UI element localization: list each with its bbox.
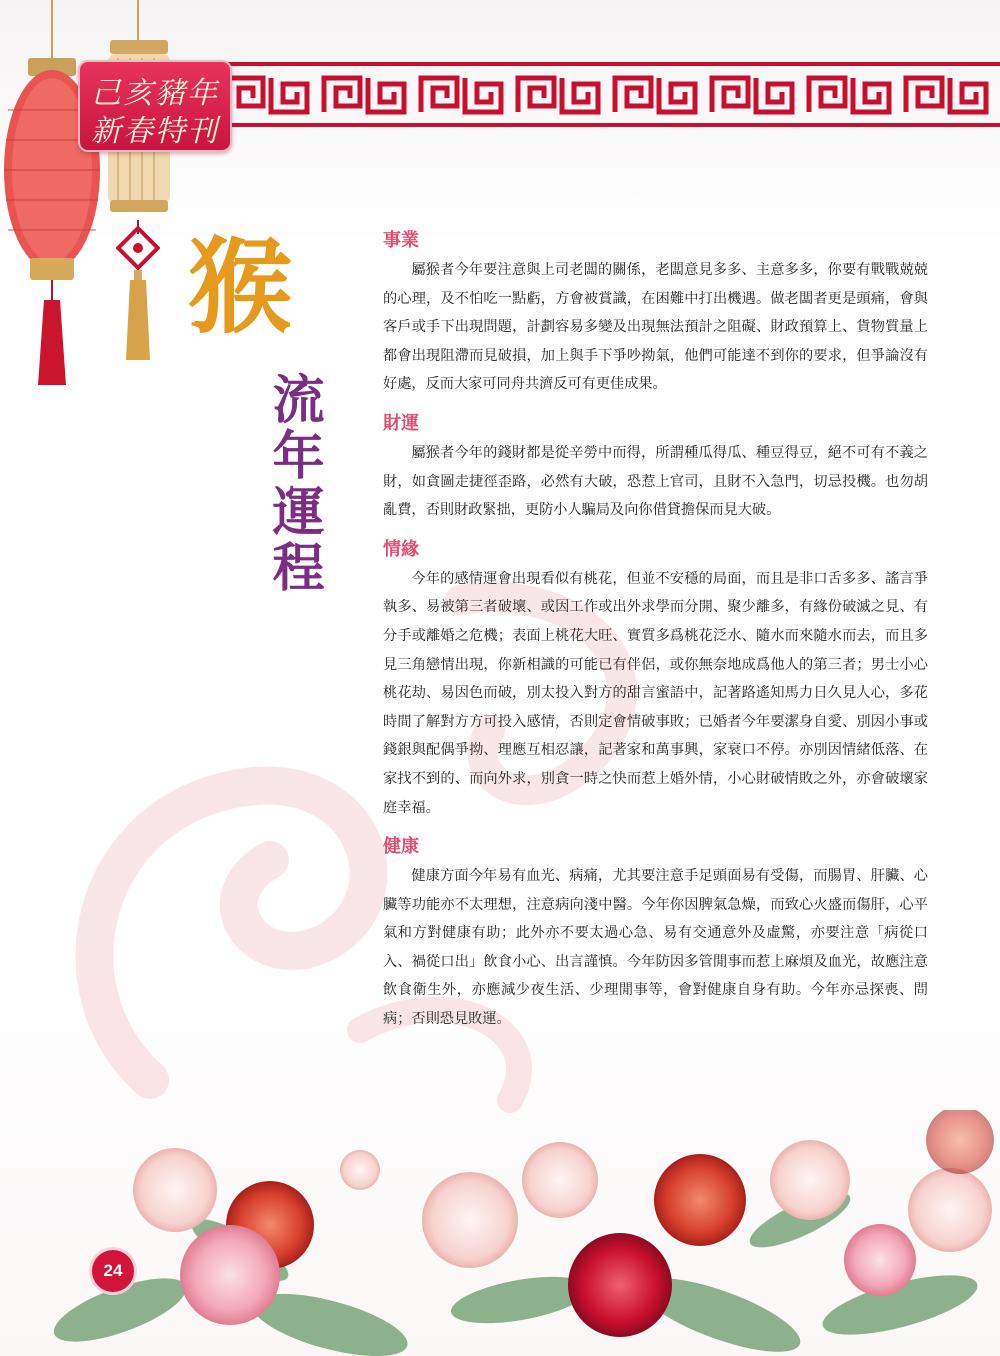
section-heading: 事業: [383, 230, 419, 251]
section-heading: 健康: [383, 836, 419, 858]
section-body: 今年的感情運會出現看似有桃花，但並不安穩的局面，而且是非口舌多多、謠言爭執多、易被第三者破壞、或因工作或出外求學而分開、聚少離多，有緣份破滅之見、有分手或離婚之危機；表面上桃花大旺、實質多爲桃花泛水、隨水而來隨水而去，而且多見三角戀情出現，你新相識的可能已有伴侶，或你無奈地成爲他人的第三者；男士小心桃花劫、易因色而破，別太投入對方的甜言蜜語中，記著路遙知馬力日久見人心，多花時間了解對方方可投入感情，否則定會情破事敗；已婚者今年要潔身自愛、別因小事或錢銀與配偶爭拗、理應互相忍讓，記著家和萬事興，家衰口不停。亦別因情緒低落、在家找不到的、而向外求，別貪一時之快而惹上婚外情，小心財破情敗之外，亦會破壞家庭幸福。: [383, 570, 928, 816]
page-number: 24: [92, 1250, 134, 1292]
section-body: 屬猴者今年的錢財都是從辛勞中而得，所謂種瓜得瓜、種豆得豆，絕不可有不義之財，如貪圖走捷徑歪路，必然有大破，恐惹上官司，且財不入急門，切忌投機。也勿胡亂費，否則財政緊拙，更防小人騙局及向你借貸擔保而見大破。: [383, 444, 928, 519]
meander-border: [215, 62, 1000, 127]
section-heading: 財運: [383, 412, 419, 434]
chinese-knot-icon: [116, 220, 160, 365]
page-subtitle: 流年運程: [263, 372, 324, 596]
badge-line-1: 己亥豬年: [91, 76, 219, 111]
zodiac-title: 猴: [187, 225, 292, 348]
section-health: [383, 834, 928, 1034]
badge-line-2: 新春特刊: [91, 114, 219, 149]
section-career: [383, 228, 928, 399]
article-content: [383, 228, 928, 1046]
section-relationships: [383, 537, 928, 822]
section-wealth: [383, 411, 928, 525]
section-body: 健康方面今年易有血光、病痛，尤其要注意手足頭面易有受傷，而腸胃、肝臟、心臟等功能亦不太理想，注意病向淺中醫。今年你因脾氣急燥，而致心火盛而傷肝，心平氣和方對健康有助；此外亦不要太過心急、易有交通意外及虛驚，亦要注意「病從口入、禍從口出」飲食小心、出言謹慎。今年防因多管閒事而惹上麻煩及血光，故應注意飲食衛生外，亦應減少夜生活、少理閒事等，會對健康自身有助。今年亦忌探喪、問病；否則恐見敗運。: [383, 868, 928, 1028]
section-heading: 情緣: [383, 538, 419, 560]
issue-badge: [78, 60, 232, 152]
section-body: 屬猴者今年要注意與上司老闆的關係，老闆意見多多、主意多多，你要有戰戰兢兢的心理，及不怕吃一點虧，方會被賞識，在困難中打出機遇。做老闆者更是頭痛，會與客戶或手下出現問題，計劃容易多變及出現無法預計之阻礙、財政預算上、貨物質量上都會出現阻滯而見破損，加上與手下爭吵拗氣，他們可能達不到你的要求，但爭論沒有好處，反而大家可同舟共濟反可有更佳成果。: [383, 262, 928, 393]
peony-flowers: [0, 1110, 1000, 1356]
